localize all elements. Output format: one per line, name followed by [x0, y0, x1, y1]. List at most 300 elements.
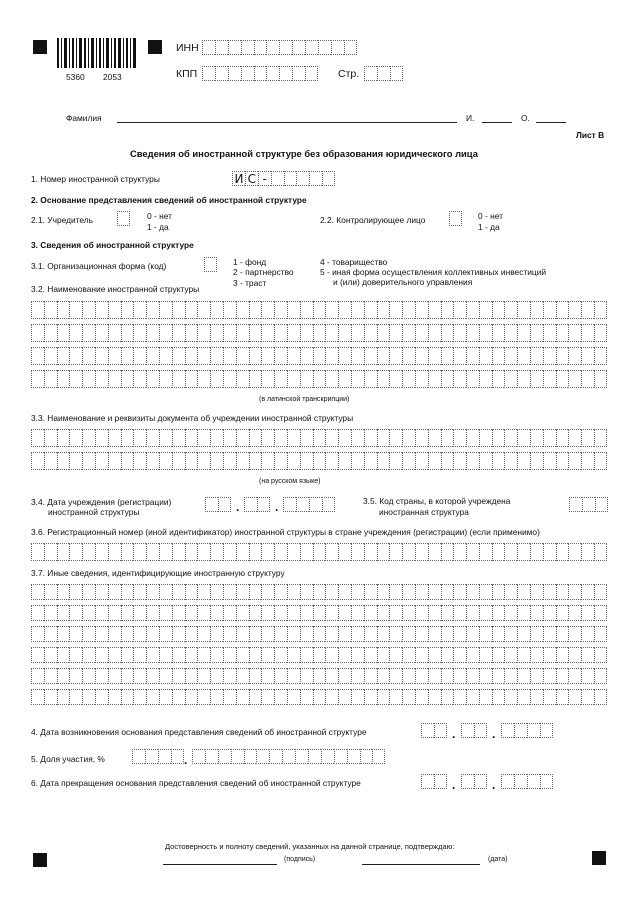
grid-cell[interactable]	[287, 605, 300, 621]
grid-cell[interactable]	[287, 689, 300, 705]
grid-cell[interactable]	[364, 324, 377, 342]
grid-cell[interactable]	[466, 626, 479, 642]
grid-cell[interactable]	[402, 429, 415, 447]
grid-cell[interactable]	[415, 301, 428, 319]
grid-cell[interactable]	[223, 452, 236, 470]
grid-cell[interactable]	[364, 429, 377, 447]
grid-cell[interactable]	[287, 668, 300, 684]
grid-cell[interactable]	[210, 324, 223, 342]
grid-cell[interactable]	[594, 543, 607, 561]
grid-cell[interactable]	[44, 301, 57, 319]
grid-cell[interactable]	[274, 668, 287, 684]
grid-cell[interactable]	[287, 370, 300, 388]
grid-cell[interactable]	[274, 689, 287, 705]
grid-cell[interactable]	[466, 370, 479, 388]
grid-cell[interactable]	[568, 324, 581, 342]
grid-cell[interactable]	[146, 689, 159, 705]
grid-cell[interactable]	[543, 301, 556, 319]
grid-cell[interactable]	[261, 647, 274, 663]
grid-cell[interactable]	[466, 689, 479, 705]
grid-row[interactable]	[31, 584, 607, 600]
grid-cell[interactable]	[415, 370, 428, 388]
grid-cell[interactable]	[274, 452, 287, 470]
grid-cell[interactable]	[581, 452, 594, 470]
grid-cell[interactable]	[415, 668, 428, 684]
grid-cell[interactable]	[287, 626, 300, 642]
grid-cell[interactable]	[197, 543, 210, 561]
grid-cell[interactable]	[44, 452, 57, 470]
grid-cell[interactable]	[185, 543, 198, 561]
grid-cell[interactable]	[364, 347, 377, 365]
grid-cell[interactable]	[108, 370, 121, 388]
grid-cell[interactable]	[44, 543, 57, 561]
grid-cell[interactable]	[210, 452, 223, 470]
grid-cell[interactable]	[249, 584, 262, 600]
grid-cell[interactable]	[543, 324, 556, 342]
grid-cell[interactable]	[69, 301, 82, 319]
grid-cell[interactable]	[236, 347, 249, 365]
grid-cell[interactable]	[274, 370, 287, 388]
grid-cell[interactable]	[351, 626, 364, 642]
grid-cell[interactable]	[108, 584, 121, 600]
grid-cell[interactable]	[249, 301, 262, 319]
grid-cell[interactable]	[581, 429, 594, 447]
grid-cell[interactable]	[377, 301, 390, 319]
grid-cell[interactable]	[121, 324, 134, 342]
grid-cell[interactable]	[581, 347, 594, 365]
grid-cell[interactable]	[274, 605, 287, 621]
grid-cell[interactable]	[261, 347, 274, 365]
grid-cell[interactable]	[351, 429, 364, 447]
grid-cell[interactable]	[389, 452, 402, 470]
grid-cell[interactable]	[556, 543, 569, 561]
grid-cell[interactable]	[31, 689, 44, 705]
grid-cell[interactable]	[223, 647, 236, 663]
grid-cell[interactable]	[274, 347, 287, 365]
grid-cell[interactable]	[197, 429, 210, 447]
grid-cell[interactable]	[274, 324, 287, 342]
grid-cell[interactable]	[108, 301, 121, 319]
grid-cell[interactable]	[364, 301, 377, 319]
grid-cell[interactable]	[133, 543, 146, 561]
page-input[interactable]	[364, 66, 403, 81]
grid-cell[interactable]	[159, 324, 172, 342]
grid-cell[interactable]	[351, 543, 364, 561]
grid-cell[interactable]	[415, 605, 428, 621]
grid-cell[interactable]	[159, 647, 172, 663]
grid-cell[interactable]	[325, 668, 338, 684]
grid-row[interactable]	[31, 452, 607, 470]
grid-cell[interactable]	[210, 301, 223, 319]
grid-cell[interactable]	[466, 543, 479, 561]
grid-cell[interactable]	[287, 429, 300, 447]
grid-cell[interactable]	[479, 605, 492, 621]
grid-cell[interactable]	[479, 543, 492, 561]
grid-cell[interactable]	[517, 324, 530, 342]
country-code-input[interactable]	[569, 497, 608, 512]
basis-start-date-month[interactable]	[461, 723, 487, 738]
grid-cell[interactable]	[44, 429, 57, 447]
grid-cell[interactable]	[300, 605, 313, 621]
grid-cell[interactable]	[210, 668, 223, 684]
grid-cell[interactable]	[556, 605, 569, 621]
grid-cell[interactable]	[517, 626, 530, 642]
grid-cell[interactable]	[504, 584, 517, 600]
grid-cell[interactable]	[581, 324, 594, 342]
grid-cell[interactable]	[492, 370, 505, 388]
grid-cell[interactable]	[556, 689, 569, 705]
grid-cell[interactable]	[364, 605, 377, 621]
grid-cell[interactable]	[95, 626, 108, 642]
grid-cell[interactable]	[108, 647, 121, 663]
grid-cell[interactable]	[492, 647, 505, 663]
grid-cell[interactable]	[108, 668, 121, 684]
grid-row[interactable]	[31, 626, 607, 642]
grid-cell[interactable]	[338, 301, 351, 319]
grid-cell[interactable]	[568, 543, 581, 561]
grid-cell[interactable]	[568, 605, 581, 621]
grid-cell[interactable]	[185, 647, 198, 663]
grid-cell[interactable]	[415, 324, 428, 342]
grid-cell[interactable]	[95, 301, 108, 319]
grid-cell[interactable]	[313, 324, 326, 342]
grid-cell[interactable]	[44, 626, 57, 642]
grid-cell[interactable]	[517, 584, 530, 600]
grid-cell[interactable]	[377, 429, 390, 447]
grid-cell[interactable]	[57, 584, 70, 600]
grid-cell[interactable]	[44, 584, 57, 600]
grid-cell[interactable]	[223, 324, 236, 342]
grid-cell[interactable]	[325, 370, 338, 388]
grid-cell[interactable]	[121, 543, 134, 561]
grid-cell[interactable]	[57, 370, 70, 388]
grid-cell[interactable]	[389, 626, 402, 642]
grid-cell[interactable]	[121, 689, 134, 705]
grid-cell[interactable]	[57, 543, 70, 561]
grid-cell[interactable]	[236, 647, 249, 663]
grid-cell[interactable]	[479, 301, 492, 319]
grid-cell[interactable]	[543, 429, 556, 447]
grid-cell[interactable]	[69, 452, 82, 470]
grid-cell[interactable]	[172, 626, 185, 642]
grid-cell[interactable]	[402, 647, 415, 663]
grid-cell[interactable]	[415, 543, 428, 561]
grid-cell[interactable]	[210, 347, 223, 365]
grid-cell[interactable]	[364, 584, 377, 600]
grid-cell[interactable]	[479, 689, 492, 705]
grid-cell[interactable]	[133, 605, 146, 621]
grid-cell[interactable]	[428, 452, 441, 470]
grid-cell[interactable]	[44, 347, 57, 365]
grid-cell[interactable]	[441, 605, 454, 621]
grid-cell[interactable]	[108, 689, 121, 705]
grid-cell[interactable]	[530, 370, 543, 388]
grid-cell[interactable]	[133, 647, 146, 663]
grid-cell[interactable]	[492, 689, 505, 705]
grid-cell[interactable]	[69, 347, 82, 365]
grid-cell[interactable]	[31, 543, 44, 561]
grid-cell[interactable]	[568, 347, 581, 365]
grid-cell[interactable]	[377, 452, 390, 470]
grid-cell[interactable]	[300, 452, 313, 470]
grid-cell[interactable]	[159, 347, 172, 365]
grid-cell[interactable]	[121, 626, 134, 642]
grid-cell[interactable]	[287, 543, 300, 561]
grid-cell[interactable]	[402, 452, 415, 470]
grid-cell[interactable]	[82, 626, 95, 642]
grid-cell[interactable]	[57, 347, 70, 365]
grid-cell[interactable]	[57, 647, 70, 663]
grid-cell[interactable]	[300, 429, 313, 447]
grid-cell[interactable]	[121, 452, 134, 470]
grid-cell[interactable]	[146, 324, 159, 342]
grid-cell[interactable]	[581, 668, 594, 684]
grid-cell[interactable]	[453, 543, 466, 561]
grid-cell[interactable]	[428, 324, 441, 342]
grid-cell[interactable]	[504, 647, 517, 663]
founding-date-year[interactable]	[283, 497, 335, 512]
grid-cell[interactable]	[31, 370, 44, 388]
grid-cell[interactable]	[492, 347, 505, 365]
grid-cell[interactable]	[377, 543, 390, 561]
grid-cell[interactable]	[236, 301, 249, 319]
grid-cell[interactable]	[453, 647, 466, 663]
grid-cell[interactable]	[581, 626, 594, 642]
grid-cell[interactable]	[133, 626, 146, 642]
grid-cell[interactable]	[146, 584, 159, 600]
grid-cell[interactable]	[568, 626, 581, 642]
grid-cell[interactable]	[57, 689, 70, 705]
grid-cell[interactable]	[479, 668, 492, 684]
grid-cell[interactable]	[389, 429, 402, 447]
grid-cell[interactable]	[261, 689, 274, 705]
grid-cell[interactable]	[223, 347, 236, 365]
grid-cell[interactable]	[517, 668, 530, 684]
grid-cell[interactable]	[159, 370, 172, 388]
grid-cell[interactable]	[31, 626, 44, 642]
share-integer-input[interactable]	[132, 749, 184, 764]
grid-cell[interactable]	[197, 584, 210, 600]
grid-cell[interactable]	[377, 647, 390, 663]
grid-cell[interactable]	[185, 668, 198, 684]
grid-cell[interactable]	[504, 347, 517, 365]
grid-cell[interactable]	[556, 301, 569, 319]
grid-cell[interactable]	[69, 647, 82, 663]
grid-cell[interactable]	[249, 429, 262, 447]
grid-cell[interactable]	[133, 668, 146, 684]
grid-cell[interactable]	[121, 668, 134, 684]
grid-cell[interactable]	[133, 584, 146, 600]
grid-cell[interactable]	[249, 689, 262, 705]
grid-cell[interactable]	[556, 626, 569, 642]
grid-cell[interactable]	[82, 584, 95, 600]
grid-cell[interactable]	[402, 689, 415, 705]
grid-cell[interactable]	[377, 689, 390, 705]
grid-cell[interactable]	[313, 452, 326, 470]
grid-cell[interactable]	[31, 429, 44, 447]
grid-cell[interactable]	[556, 452, 569, 470]
grid-cell[interactable]	[530, 584, 543, 600]
grid-cell[interactable]	[568, 452, 581, 470]
grid-cell[interactable]	[108, 324, 121, 342]
grid-cell[interactable]	[364, 689, 377, 705]
grid-cell[interactable]	[249, 668, 262, 684]
grid-cell[interactable]	[543, 626, 556, 642]
grid-cell[interactable]	[364, 370, 377, 388]
grid-cell[interactable]	[568, 370, 581, 388]
grid-cell[interactable]	[402, 370, 415, 388]
grid-cell[interactable]	[236, 626, 249, 642]
grid-cell[interactable]	[121, 301, 134, 319]
grid-cell[interactable]	[300, 301, 313, 319]
grid-cell[interactable]	[261, 324, 274, 342]
grid-cell[interactable]	[261, 301, 274, 319]
grid-cell[interactable]	[121, 647, 134, 663]
grid-cell[interactable]	[313, 647, 326, 663]
grid-cell[interactable]	[377, 605, 390, 621]
grid-cell[interactable]	[133, 452, 146, 470]
grid-cell[interactable]	[479, 347, 492, 365]
grid-cell[interactable]	[261, 626, 274, 642]
grid-cell[interactable]	[325, 689, 338, 705]
grid-cell[interactable]	[389, 668, 402, 684]
grid-row[interactable]	[31, 668, 607, 684]
grid-cell[interactable]	[594, 605, 607, 621]
grid-cell[interactable]	[185, 584, 198, 600]
grid-cell[interactable]	[479, 452, 492, 470]
grid-cell[interactable]	[466, 584, 479, 600]
grid-cell[interactable]	[261, 605, 274, 621]
grid-cell[interactable]	[274, 626, 287, 642]
grid-cell[interactable]	[185, 301, 198, 319]
grid-row[interactable]	[31, 324, 607, 342]
grid-cell[interactable]	[210, 689, 223, 705]
grid-cell[interactable]	[441, 370, 454, 388]
grid-cell[interactable]	[82, 668, 95, 684]
grid-cell[interactable]	[492, 452, 505, 470]
grid-cell[interactable]	[82, 301, 95, 319]
grid-cell[interactable]	[530, 429, 543, 447]
grid-cell[interactable]	[351, 347, 364, 365]
grid-cell[interactable]	[159, 452, 172, 470]
grid-cell[interactable]	[441, 543, 454, 561]
grid-cell[interactable]	[428, 668, 441, 684]
grid-cell[interactable]	[402, 626, 415, 642]
grid-cell[interactable]	[82, 429, 95, 447]
grid-cell[interactable]	[185, 324, 198, 342]
grid-cell[interactable]	[568, 429, 581, 447]
grid-cell[interactable]	[223, 584, 236, 600]
grid-cell[interactable]	[428, 584, 441, 600]
surname-field[interactable]	[117, 122, 457, 123]
grid-cell[interactable]	[504, 452, 517, 470]
grid-cell[interactable]	[338, 347, 351, 365]
grid-cell[interactable]	[556, 347, 569, 365]
grid-row[interactable]	[31, 605, 607, 621]
grid-cell[interactable]	[95, 543, 108, 561]
grid-cell[interactable]	[261, 668, 274, 684]
grid-cell[interactable]	[313, 626, 326, 642]
grid-cell[interactable]	[44, 324, 57, 342]
grid-cell[interactable]	[530, 689, 543, 705]
grid-cell[interactable]	[172, 370, 185, 388]
grid-cell[interactable]	[133, 301, 146, 319]
grid-cell[interactable]	[31, 347, 44, 365]
initial-o-field[interactable]	[536, 122, 566, 123]
grid-cell[interactable]	[313, 689, 326, 705]
grid-cell[interactable]	[402, 347, 415, 365]
grid-cell[interactable]	[492, 626, 505, 642]
grid-cell[interactable]	[594, 347, 607, 365]
grid-cell[interactable]	[172, 301, 185, 319]
grid-cell[interactable]	[556, 647, 569, 663]
grid-cell[interactable]	[249, 626, 262, 642]
grid-cell[interactable]	[95, 370, 108, 388]
grid-cell[interactable]	[338, 429, 351, 447]
grid-cell[interactable]	[249, 605, 262, 621]
grid-cell[interactable]	[492, 668, 505, 684]
grid-cell[interactable]	[441, 301, 454, 319]
grid-cell[interactable]	[453, 370, 466, 388]
grid-cell[interactable]	[69, 689, 82, 705]
grid-cell[interactable]	[530, 647, 543, 663]
grid-cell[interactable]	[236, 605, 249, 621]
grid-cell[interactable]	[172, 347, 185, 365]
grid-row[interactable]	[31, 429, 607, 447]
grid-cell[interactable]	[69, 429, 82, 447]
grid-cell[interactable]	[249, 452, 262, 470]
grid-cell[interactable]	[210, 370, 223, 388]
grid-cell[interactable]	[69, 370, 82, 388]
grid-cell[interactable]	[453, 452, 466, 470]
grid-cell[interactable]	[504, 605, 517, 621]
grid-cell[interactable]	[441, 429, 454, 447]
grid-cell[interactable]	[364, 647, 377, 663]
founding-date-month[interactable]	[244, 497, 270, 512]
grid-cell[interactable]	[504, 301, 517, 319]
grid-cell[interactable]	[287, 347, 300, 365]
grid-cell[interactable]	[236, 668, 249, 684]
grid-cell[interactable]	[594, 647, 607, 663]
other-info-grid[interactable]	[31, 582, 607, 708]
grid-cell[interactable]	[95, 324, 108, 342]
grid-cell[interactable]	[441, 689, 454, 705]
grid-cell[interactable]	[108, 626, 121, 642]
grid-cell[interactable]	[351, 689, 364, 705]
grid-cell[interactable]	[236, 452, 249, 470]
grid-cell[interactable]	[44, 370, 57, 388]
grid-cell[interactable]	[543, 452, 556, 470]
grid-cell[interactable]	[313, 429, 326, 447]
date-field[interactable]	[362, 864, 480, 865]
grid-cell[interactable]	[479, 429, 492, 447]
grid-cell[interactable]	[223, 370, 236, 388]
grid-cell[interactable]	[69, 626, 82, 642]
grid-cell[interactable]	[530, 301, 543, 319]
grid-cell[interactable]	[95, 689, 108, 705]
grid-cell[interactable]	[287, 324, 300, 342]
grid-cell[interactable]	[185, 689, 198, 705]
grid-cell[interactable]	[121, 370, 134, 388]
grid-cell[interactable]	[338, 543, 351, 561]
grid-cell[interactable]	[594, 626, 607, 642]
grid-cell[interactable]	[133, 324, 146, 342]
grid-cell[interactable]	[172, 605, 185, 621]
grid-cell[interactable]	[274, 301, 287, 319]
grid-cell[interactable]	[69, 324, 82, 342]
grid-cell[interactable]	[44, 689, 57, 705]
grid-cell[interactable]	[300, 324, 313, 342]
